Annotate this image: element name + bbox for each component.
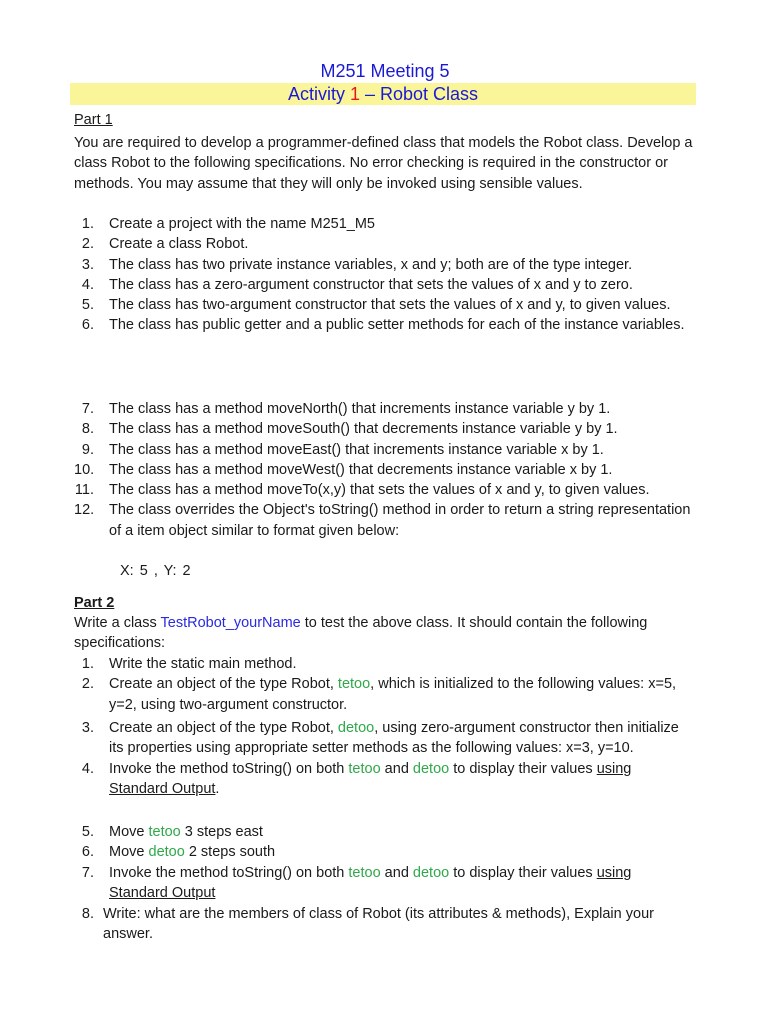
list-item: 4. The class has a zero-argument constructor that sets the values of x and y to zero. (81, 276, 633, 293)
list-item: 10. The class has a method moveWest() that decrements instance variable x by 1. (74, 461, 613, 478)
list-item: 9. The class has a method moveEast() that increments instance variable x by 1. (81, 441, 604, 458)
part2-list-b (74, 718, 694, 799)
part2-list-a (74, 654, 694, 715)
list-item: 7. Invoke the method toString() on both tetoo and detoo to display their values using Standard Output (81, 864, 632, 901)
object-name: detoo (148, 844, 185, 861)
list-item: 3. The class has two private instance variables, x and y; both are of the type integer. (81, 256, 633, 273)
part1-list-continued (74, 399, 694, 541)
part2-heading: Part 2 (74, 595, 115, 611)
list-item: 11. The class has a method moveTo(x,y) that sets the values of x and y, to given values. (74, 482, 650, 499)
object-name: detoo (412, 864, 450, 881)
sample-output: X: 5 , Y: 2 (120, 563, 191, 579)
part2-list-d (74, 904, 694, 945)
list-item: 7. The class has a method moveNorth() that increments instance variable y by 1. (81, 401, 611, 417)
list-item: 8. Write: what are the members of class of Robot (its attributes & methods), Explain your answer. (81, 906, 654, 943)
object-name: tetoo (348, 864, 381, 881)
list-item: 12. The class overrides the Object's toString() method in order to return a string representation of a item object similar to format given below: (74, 502, 691, 539)
list-item: 1. Create a project with the name M251_M5 (81, 216, 375, 232)
object-name: tetoo (148, 824, 181, 840)
object-name: detoo (412, 760, 450, 777)
document-title: M251 Meeting 5 (320, 61, 450, 81)
list-item: 4. Invoke the method toString() on both tetoo and detoo to display their values using Standard Output. (81, 760, 632, 797)
list-item: 3. Create an object of the type Robot, detoo, using zero-argument constructor then initialize its properties using appropriate setter methods as the following values: x=3, y=10. (81, 720, 679, 757)
list-item: 2. Create a class Robot. (81, 236, 249, 253)
activity-title (70, 83, 696, 105)
activity-label: Activity (287, 84, 350, 104)
part1-heading: Part 1 (74, 112, 113, 128)
part1-list (74, 214, 694, 336)
list-item: 1. Write the static main method. (81, 656, 297, 672)
list-item: 2. Create an object of the type Robot, tetoo, which is initialized to the following values: x=5, y=2, using two-argument constructor. (81, 676, 677, 713)
list-item: 6. Move detoo 2 steps south (81, 844, 276, 861)
list-item: 6. The class has public getter and a public setter methods for each of the instance variables. (81, 317, 685, 334)
object-name: tetoo (348, 760, 381, 777)
activity-number: 1 (349, 84, 360, 104)
part2-list-c (74, 822, 694, 903)
part2-intro: Write a class TestRobot_yourName to test the above class. It should contain the following specifications: (74, 615, 648, 652)
object-name: tetoo (337, 676, 371, 693)
list-item: 8. The class has a method moveSouth() that decrements instance variable y by 1. (81, 421, 618, 438)
list-item: 5. The class has two-argument constructor that sets the values of x and y, to given values. (81, 297, 671, 314)
list-item: 5. Move tetoo 3 steps east (81, 824, 263, 840)
object-name: detoo (337, 720, 375, 736)
activity-subtitle: – Robot Class (359, 84, 479, 104)
part1-intro: You are required to develop a programmer-defined class that models the Robot class. Develop a class Robot to the following specifications. No error checking is required in the constructor or methods. You may assume that they will only be invoked using sensible values. (74, 135, 693, 192)
class-name: TestRobot_yourName (160, 615, 301, 631)
